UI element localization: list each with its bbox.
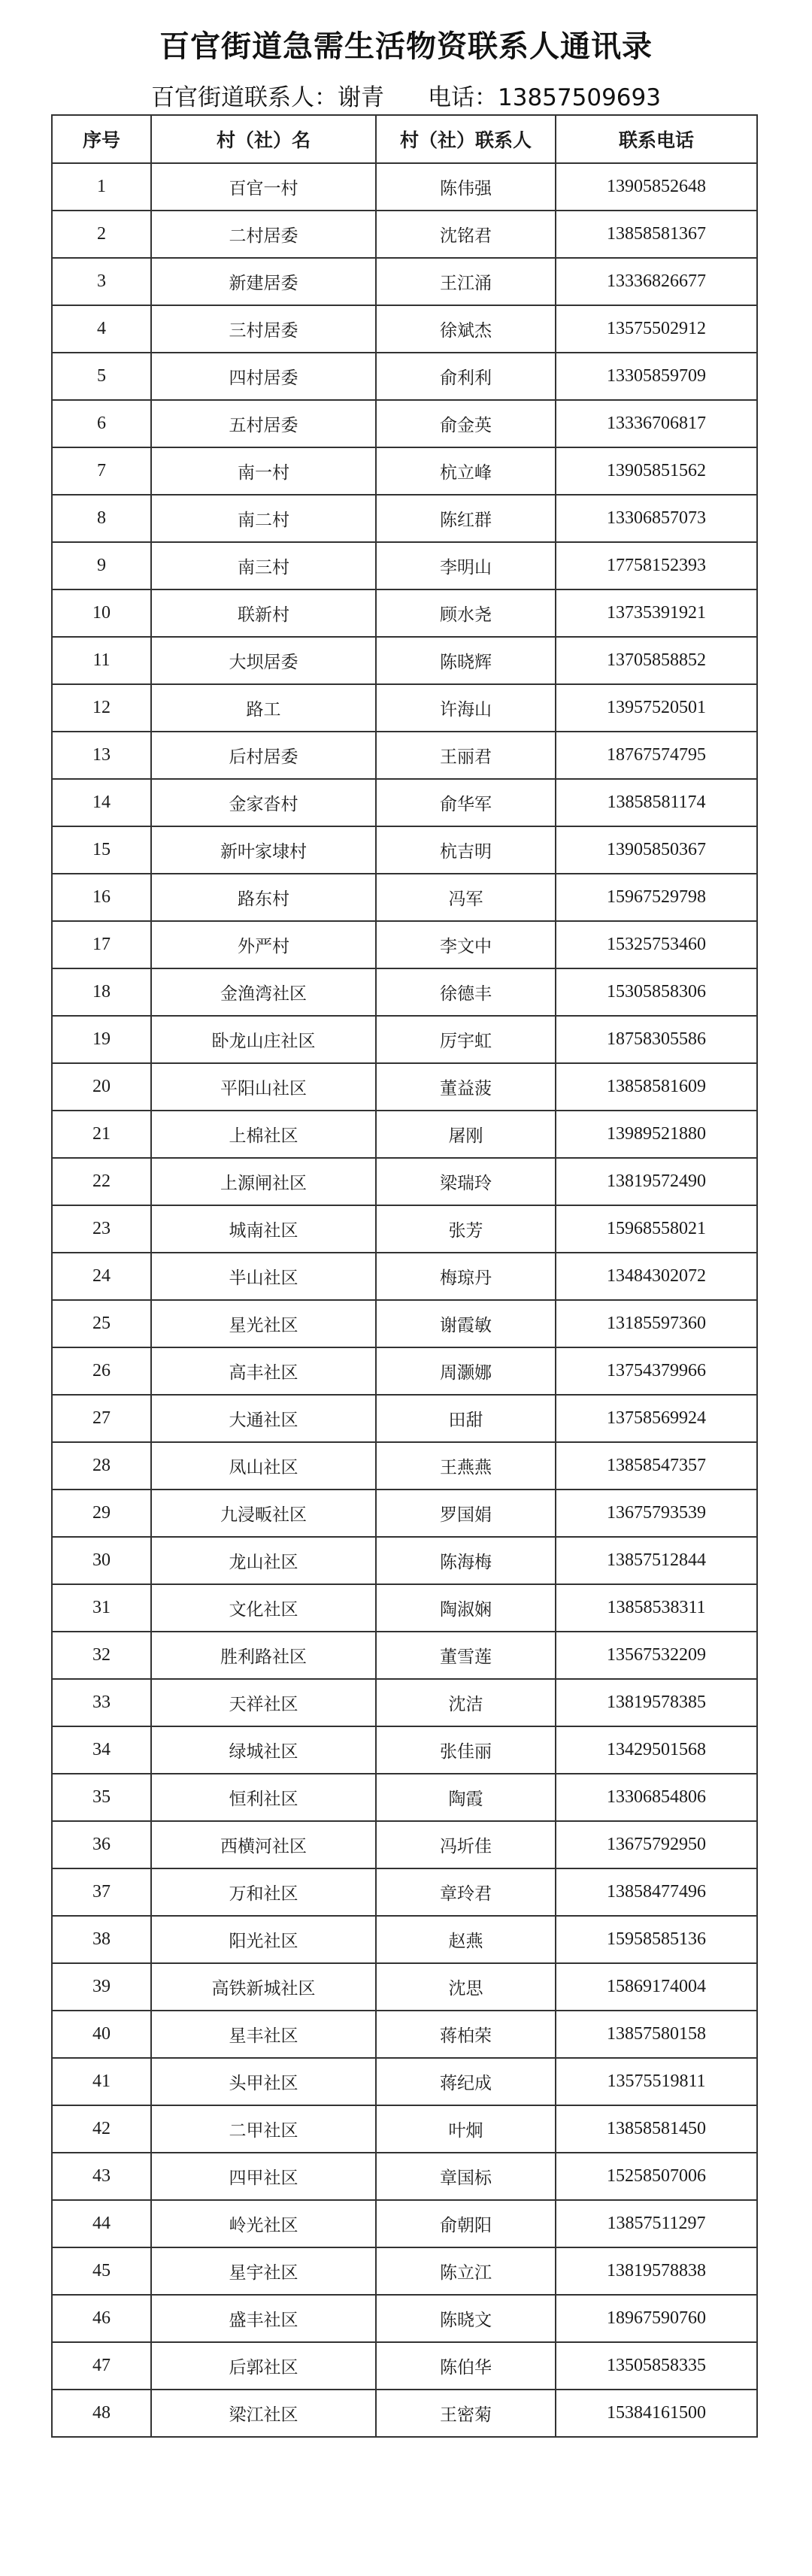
table-row bbox=[52, 2153, 757, 2200]
cell-village-name: 西横河社区 bbox=[151, 1821, 376, 1868]
cell-index: 46 bbox=[52, 2295, 151, 2342]
cell-phone: 13905850367 bbox=[556, 826, 757, 874]
cell-contact-person: 王燕燕 bbox=[376, 1442, 556, 1490]
cell-village-name: 二村居委 bbox=[151, 211, 376, 258]
contact-name: 谢青 bbox=[338, 84, 385, 111]
cell-contact-person: 蒋柏荣 bbox=[376, 2011, 556, 2058]
cell-phone: 15968558021 bbox=[556, 1205, 757, 1253]
cell-index: 3 bbox=[52, 258, 151, 305]
cell-phone: 13336826677 bbox=[556, 258, 757, 305]
cell-village-name: 新叶家埭村 bbox=[151, 826, 376, 874]
cell-index: 20 bbox=[52, 1063, 151, 1111]
cell-index: 42 bbox=[52, 2105, 151, 2153]
cell-index: 25 bbox=[52, 1300, 151, 1347]
table-row bbox=[52, 1774, 757, 1821]
cell-village-name: 大坝居委 bbox=[151, 637, 376, 684]
cell-phone: 13505858335 bbox=[556, 2342, 757, 2390]
cell-village-name: 五村居委 bbox=[151, 400, 376, 447]
cell-index: 31 bbox=[52, 1584, 151, 1632]
cell-village-name: 四村居委 bbox=[151, 353, 376, 400]
table-row bbox=[52, 1016, 757, 1063]
cell-phone: 13306857073 bbox=[556, 495, 757, 542]
table-row bbox=[52, 684, 757, 732]
cell-contact-person: 俞金英 bbox=[376, 400, 556, 447]
cell-phone: 13819578385 bbox=[556, 1679, 757, 1726]
cell-village-name: 外严村 bbox=[151, 921, 376, 968]
cell-index: 33 bbox=[52, 1679, 151, 1726]
table-row bbox=[52, 1253, 757, 1300]
cell-village-name: 阳光社区 bbox=[151, 1916, 376, 1963]
cell-contact-person: 董雪莲 bbox=[376, 1632, 556, 1679]
cell-index: 29 bbox=[52, 1490, 151, 1537]
cell-village-name: 半山社区 bbox=[151, 1253, 376, 1300]
cell-contact-person: 周灏娜 bbox=[376, 1347, 556, 1395]
cell-contact-person: 章国标 bbox=[376, 2153, 556, 2200]
cell-phone: 13857511297 bbox=[556, 2200, 757, 2247]
cell-phone: 13575502912 bbox=[556, 305, 757, 353]
table-row bbox=[52, 1442, 757, 1490]
cell-index: 1 bbox=[52, 163, 151, 211]
cell-index: 47 bbox=[52, 2342, 151, 2390]
cell-index: 9 bbox=[52, 542, 151, 589]
cell-index: 5 bbox=[52, 353, 151, 400]
cell-village-name: 高铁新城社区 bbox=[151, 1963, 376, 2011]
cell-phone: 13675792950 bbox=[556, 1821, 757, 1868]
cell-index: 44 bbox=[52, 2200, 151, 2247]
contact-table bbox=[51, 114, 758, 2438]
cell-index: 2 bbox=[52, 211, 151, 258]
table-row bbox=[52, 1490, 757, 1537]
cell-village-name: 星丰社区 bbox=[151, 2011, 376, 2058]
table-row bbox=[52, 1300, 757, 1347]
cell-village-name: 城南社区 bbox=[151, 1205, 376, 1253]
cell-contact-person: 厉宇虹 bbox=[376, 1016, 556, 1063]
cell-phone: 15305858306 bbox=[556, 968, 757, 1016]
cell-phone: 13858547357 bbox=[556, 1442, 757, 1490]
cell-index: 40 bbox=[52, 2011, 151, 2058]
cell-contact-person: 徐斌杰 bbox=[376, 305, 556, 353]
cell-contact-person: 冯圻佳 bbox=[376, 1821, 556, 1868]
cell-contact-person: 王丽君 bbox=[376, 732, 556, 779]
cell-index: 28 bbox=[52, 1442, 151, 1490]
cell-index: 24 bbox=[52, 1253, 151, 1300]
cell-index: 32 bbox=[52, 1632, 151, 1679]
table-row bbox=[52, 542, 757, 589]
header-index: 序号 bbox=[52, 115, 151, 163]
cell-index: 14 bbox=[52, 779, 151, 826]
cell-index: 17 bbox=[52, 921, 151, 968]
cell-phone: 15967529798 bbox=[556, 874, 757, 921]
table-row bbox=[52, 732, 757, 779]
cell-village-name: 金渔湾社区 bbox=[151, 968, 376, 1016]
table-row bbox=[52, 1158, 757, 1205]
cell-index: 10 bbox=[52, 589, 151, 637]
cell-village-name: 金家沓村 bbox=[151, 779, 376, 826]
cell-index: 16 bbox=[52, 874, 151, 921]
cell-phone: 15958585136 bbox=[556, 1916, 757, 1963]
cell-contact-person: 许海山 bbox=[376, 684, 556, 732]
phone-label: 电话： bbox=[428, 84, 498, 111]
table-row bbox=[52, 1632, 757, 1679]
cell-contact-person: 谢霞敏 bbox=[376, 1300, 556, 1347]
cell-phone: 18758305586 bbox=[556, 1016, 757, 1063]
cell-contact-person: 罗国娟 bbox=[376, 1490, 556, 1537]
cell-contact-person: 顾水尧 bbox=[376, 589, 556, 637]
cell-index: 23 bbox=[52, 1205, 151, 1253]
header-village-contact: 村（社）联系人 bbox=[376, 115, 556, 163]
table-row bbox=[52, 2295, 757, 2342]
cell-phone: 13857512844 bbox=[556, 1537, 757, 1584]
cell-phone: 13735391921 bbox=[556, 589, 757, 637]
table-row bbox=[52, 2247, 757, 2295]
cell-contact-person: 董益菠 bbox=[376, 1063, 556, 1111]
header-phone: 联系电话 bbox=[556, 115, 757, 163]
table-row bbox=[52, 1584, 757, 1632]
cell-village-name: 路工 bbox=[151, 684, 376, 732]
cell-contact-person: 张佳丽 bbox=[376, 1726, 556, 1774]
table-row bbox=[52, 163, 757, 211]
cell-village-name: 二甲社区 bbox=[151, 2105, 376, 2153]
cell-index: 37 bbox=[52, 1868, 151, 1916]
table-header-row bbox=[52, 115, 757, 163]
table-row bbox=[52, 637, 757, 684]
cell-index: 35 bbox=[52, 1774, 151, 1821]
street-contact-line bbox=[0, 78, 812, 112]
cell-phone: 13819578838 bbox=[556, 2247, 757, 2295]
cell-index: 45 bbox=[52, 2247, 151, 2295]
table-row bbox=[52, 826, 757, 874]
cell-village-name: 南三村 bbox=[151, 542, 376, 589]
cell-village-name: 星光社区 bbox=[151, 1300, 376, 1347]
cell-phone: 13819572490 bbox=[556, 1158, 757, 1205]
cell-index: 34 bbox=[52, 1726, 151, 1774]
table-row bbox=[52, 1821, 757, 1868]
cell-village-name: 后郭社区 bbox=[151, 2342, 376, 2390]
table-row bbox=[52, 1916, 757, 1963]
table-row bbox=[52, 2011, 757, 2058]
cell-contact-person: 陶淑娴 bbox=[376, 1584, 556, 1632]
cell-index: 30 bbox=[52, 1537, 151, 1584]
cell-index: 19 bbox=[52, 1016, 151, 1063]
cell-contact-person: 陈晓辉 bbox=[376, 637, 556, 684]
cell-village-name: 梁江社区 bbox=[151, 2390, 376, 2437]
table-row bbox=[52, 1963, 757, 2011]
cell-contact-person: 陈红群 bbox=[376, 495, 556, 542]
cell-village-name: 文化社区 bbox=[151, 1584, 376, 1632]
table-row bbox=[52, 921, 757, 968]
cell-contact-person: 陈晓文 bbox=[376, 2295, 556, 2342]
cell-village-name: 新建居委 bbox=[151, 258, 376, 305]
cell-village-name: 星宇社区 bbox=[151, 2247, 376, 2295]
cell-contact-person: 陈海梅 bbox=[376, 1537, 556, 1584]
table-row bbox=[52, 1063, 757, 1111]
cell-contact-person: 李文中 bbox=[376, 921, 556, 968]
cell-index: 43 bbox=[52, 2153, 151, 2200]
cell-phone: 15384161500 bbox=[556, 2390, 757, 2437]
cell-index: 41 bbox=[52, 2058, 151, 2105]
cell-index: 6 bbox=[52, 400, 151, 447]
cell-phone: 18767574795 bbox=[556, 732, 757, 779]
cell-village-name: 后村居委 bbox=[151, 732, 376, 779]
cell-contact-person: 杭立峰 bbox=[376, 447, 556, 495]
cell-contact-person: 俞华军 bbox=[376, 779, 556, 826]
cell-village-name: 绿城社区 bbox=[151, 1726, 376, 1774]
table-row bbox=[52, 495, 757, 542]
cell-phone: 13305859709 bbox=[556, 353, 757, 400]
cell-village-name: 天祥社区 bbox=[151, 1679, 376, 1726]
contact-label: 百官街道联系人： bbox=[151, 84, 338, 111]
cell-contact-person: 陶霞 bbox=[376, 1774, 556, 1821]
cell-index: 13 bbox=[52, 732, 151, 779]
cell-phone: 13905852648 bbox=[556, 163, 757, 211]
cell-index: 21 bbox=[52, 1111, 151, 1158]
cell-contact-person: 梁瑞玲 bbox=[376, 1158, 556, 1205]
cell-phone: 13675793539 bbox=[556, 1490, 757, 1537]
table-row bbox=[52, 2200, 757, 2247]
cell-village-name: 三村居委 bbox=[151, 305, 376, 353]
cell-phone: 13905851562 bbox=[556, 447, 757, 495]
cell-index: 27 bbox=[52, 1395, 151, 1442]
cell-phone: 13857580158 bbox=[556, 2011, 757, 2058]
cell-phone: 13705858852 bbox=[556, 637, 757, 684]
cell-phone: 17758152393 bbox=[556, 542, 757, 589]
cell-phone: 13858581367 bbox=[556, 211, 757, 258]
cell-contact-person: 梅琼丹 bbox=[376, 1253, 556, 1300]
cell-index: 26 bbox=[52, 1347, 151, 1395]
table-row bbox=[52, 968, 757, 1016]
cell-index: 15 bbox=[52, 826, 151, 874]
table-row bbox=[52, 1537, 757, 1584]
table-row bbox=[52, 1111, 757, 1158]
cell-contact-person: 蒋纪成 bbox=[376, 2058, 556, 2105]
cell-phone: 13957520501 bbox=[556, 684, 757, 732]
cell-contact-person: 沈铭君 bbox=[376, 211, 556, 258]
cell-village-name: 恒利社区 bbox=[151, 1774, 376, 1821]
table-row bbox=[52, 2105, 757, 2153]
cell-phone: 15258507006 bbox=[556, 2153, 757, 2200]
cell-index: 39 bbox=[52, 1963, 151, 2011]
cell-phone: 13336706817 bbox=[556, 400, 757, 447]
cell-index: 48 bbox=[52, 2390, 151, 2437]
cell-contact-person: 王江涌 bbox=[376, 258, 556, 305]
cell-index: 18 bbox=[52, 968, 151, 1016]
cell-contact-person: 陈伟强 bbox=[376, 163, 556, 211]
cell-index: 12 bbox=[52, 684, 151, 732]
cell-index: 4 bbox=[52, 305, 151, 353]
cell-contact-person: 赵燕 bbox=[376, 1916, 556, 1963]
cell-village-name: 胜利路社区 bbox=[151, 1632, 376, 1679]
table-row bbox=[52, 1205, 757, 1253]
cell-contact-person: 屠刚 bbox=[376, 1111, 556, 1158]
cell-phone: 13567532209 bbox=[556, 1632, 757, 1679]
cell-phone: 13989521880 bbox=[556, 1111, 757, 1158]
cell-phone: 13858477496 bbox=[556, 1868, 757, 1916]
table-row bbox=[52, 353, 757, 400]
cell-contact-person: 陈伯华 bbox=[376, 2342, 556, 2390]
cell-village-name: 南一村 bbox=[151, 447, 376, 495]
cell-phone: 13484302072 bbox=[556, 1253, 757, 1300]
cell-phone: 13575519811 bbox=[556, 2058, 757, 2105]
table-row bbox=[52, 1679, 757, 1726]
table-body bbox=[52, 163, 757, 2437]
cell-village-name: 平阳山社区 bbox=[151, 1063, 376, 1111]
page-title: 百官街道急需生活物资联系人通讯录 bbox=[159, 29, 653, 64]
cell-village-name: 凤山社区 bbox=[151, 1442, 376, 1490]
cell-village-name: 岭光社区 bbox=[151, 2200, 376, 2247]
table-row bbox=[52, 1726, 757, 1774]
cell-phone: 13185597360 bbox=[556, 1300, 757, 1347]
cell-contact-person: 王密菊 bbox=[376, 2390, 556, 2437]
cell-phone: 13429501568 bbox=[556, 1726, 757, 1774]
cell-village-name: 上棉社区 bbox=[151, 1111, 376, 1158]
table-row bbox=[52, 2390, 757, 2437]
cell-contact-person: 沈思 bbox=[376, 1963, 556, 2011]
cell-index: 8 bbox=[52, 495, 151, 542]
cell-contact-person: 沈洁 bbox=[376, 1679, 556, 1726]
cell-index: 22 bbox=[52, 1158, 151, 1205]
cell-contact-person: 俞利利 bbox=[376, 353, 556, 400]
table-row bbox=[52, 211, 757, 258]
table-row bbox=[52, 1347, 757, 1395]
table-row bbox=[52, 305, 757, 353]
table-row bbox=[52, 589, 757, 637]
cell-index: 38 bbox=[52, 1916, 151, 1963]
cell-contact-person: 陈立江 bbox=[376, 2247, 556, 2295]
cell-phone: 13306854806 bbox=[556, 1774, 757, 1821]
cell-village-name: 百官一村 bbox=[151, 163, 376, 211]
table-row bbox=[52, 1395, 757, 1442]
cell-village-name: 上源闸社区 bbox=[151, 1158, 376, 1205]
cell-index: 36 bbox=[52, 1821, 151, 1868]
cell-contact-person: 叶炯 bbox=[376, 2105, 556, 2153]
cell-phone: 13858581609 bbox=[556, 1063, 757, 1111]
table-row bbox=[52, 2058, 757, 2105]
cell-contact-person: 李明山 bbox=[376, 542, 556, 589]
cell-contact-person: 杭吉明 bbox=[376, 826, 556, 874]
cell-phone: 13858581450 bbox=[556, 2105, 757, 2153]
contact-phone: 13857509693 bbox=[498, 84, 661, 111]
table-row bbox=[52, 400, 757, 447]
cell-index: 7 bbox=[52, 447, 151, 495]
cell-village-name: 头甲社区 bbox=[151, 2058, 376, 2105]
cell-village-name: 卧龙山庄社区 bbox=[151, 1016, 376, 1063]
cell-village-name: 盛丰社区 bbox=[151, 2295, 376, 2342]
header-village-name: 村（社）名 bbox=[151, 115, 376, 163]
cell-contact-person: 徐德丰 bbox=[376, 968, 556, 1016]
cell-village-name: 高丰社区 bbox=[151, 1347, 376, 1395]
table-row bbox=[52, 2342, 757, 2390]
table-row bbox=[52, 874, 757, 921]
cell-contact-person: 俞朝阳 bbox=[376, 2200, 556, 2247]
cell-village-name: 龙山社区 bbox=[151, 1537, 376, 1584]
cell-village-name: 大通社区 bbox=[151, 1395, 376, 1442]
cell-phone: 15325753460 bbox=[556, 921, 757, 968]
cell-phone: 13858538311 bbox=[556, 1584, 757, 1632]
cell-village-name: 路东村 bbox=[151, 874, 376, 921]
cell-village-name: 万和社区 bbox=[151, 1868, 376, 1916]
cell-village-name: 联新村 bbox=[151, 589, 376, 637]
cell-contact-person: 冯军 bbox=[376, 874, 556, 921]
cell-phone: 13858581174 bbox=[556, 779, 757, 826]
cell-contact-person: 张芳 bbox=[376, 1205, 556, 1253]
table-row bbox=[52, 447, 757, 495]
cell-phone: 18967590760 bbox=[556, 2295, 757, 2342]
cell-village-name: 九浸畈社区 bbox=[151, 1490, 376, 1537]
cell-phone: 13758569924 bbox=[556, 1395, 757, 1442]
cell-contact-person: 田甜 bbox=[376, 1395, 556, 1442]
cell-village-name: 南二村 bbox=[151, 495, 376, 542]
table-row bbox=[52, 779, 757, 826]
cell-village-name: 四甲社区 bbox=[151, 2153, 376, 2200]
cell-phone: 15869174004 bbox=[556, 1963, 757, 2011]
cell-index: 11 bbox=[52, 637, 151, 684]
cell-contact-person: 章玲君 bbox=[376, 1868, 556, 1916]
cell-phone: 13754379966 bbox=[556, 1347, 757, 1395]
table-row bbox=[52, 258, 757, 305]
table-row bbox=[52, 1868, 757, 1916]
contact-table-container bbox=[51, 114, 756, 2438]
